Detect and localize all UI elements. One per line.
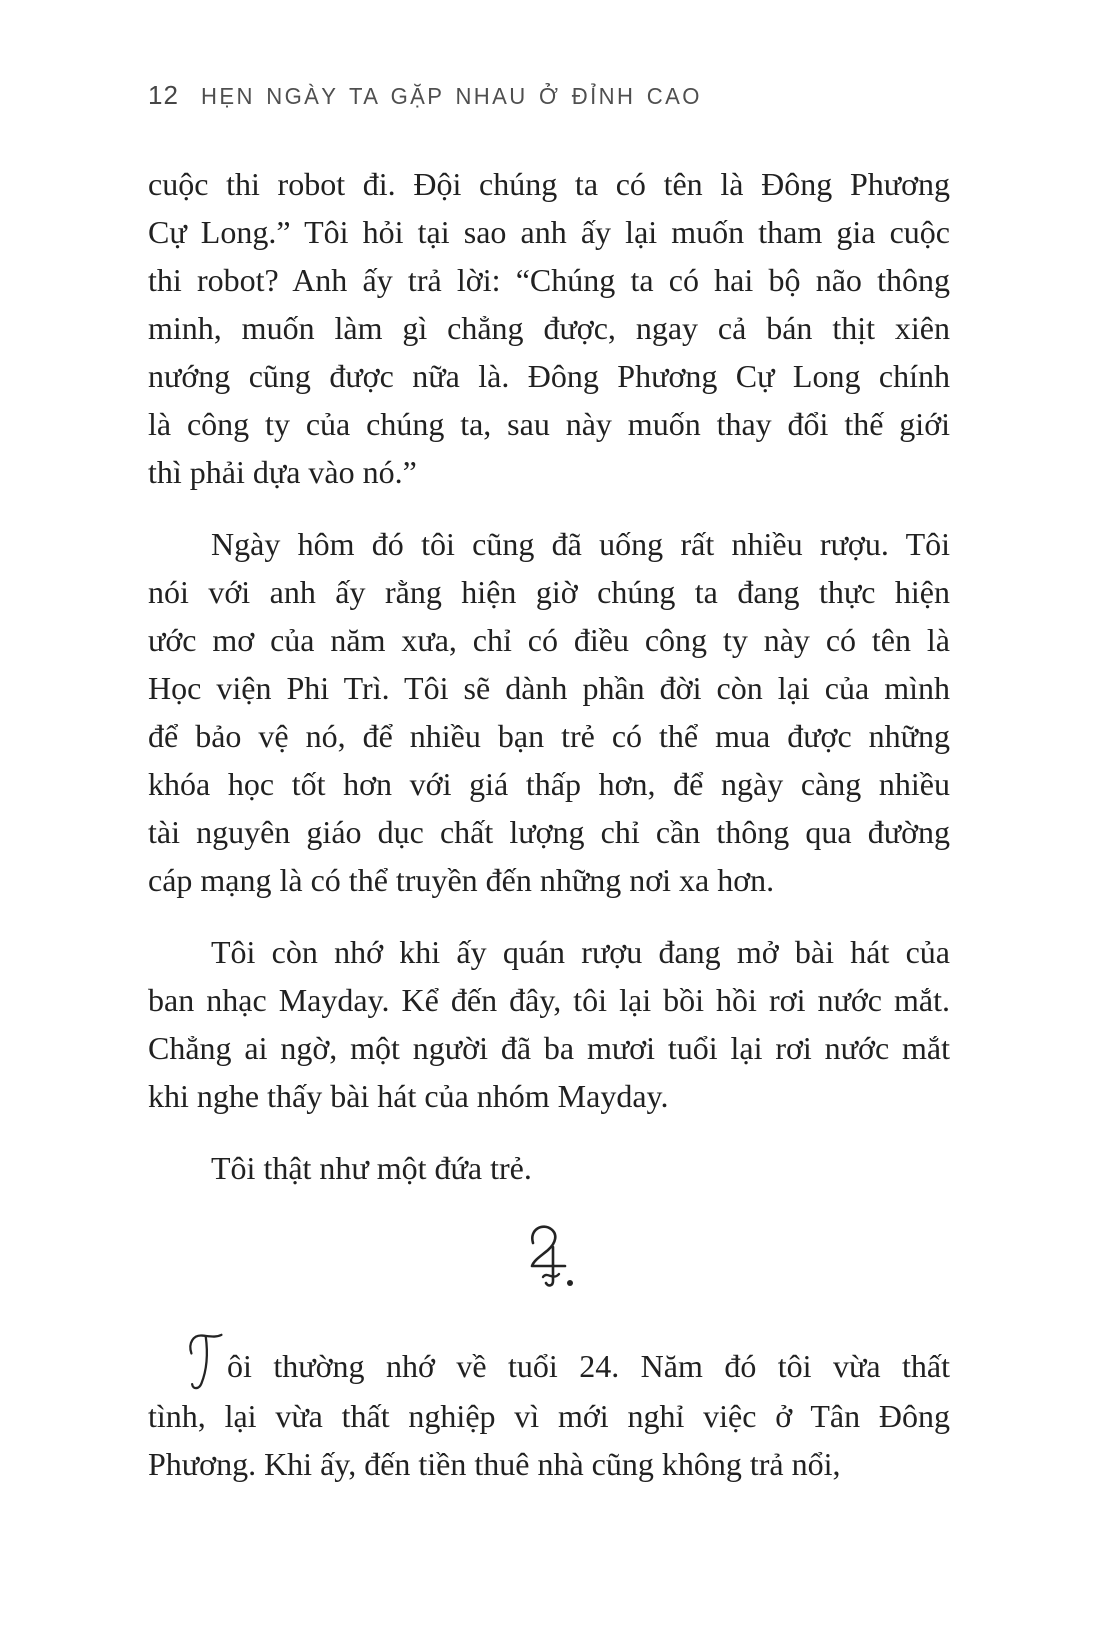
paragraph: [148, 928, 950, 1120]
text-line: để bảo vệ nó, để nhiều bạn trẻ có thể mua được những: [148, 718, 950, 754]
page-number: 12: [148, 80, 179, 110]
paragraph: [148, 520, 950, 904]
text-line: thi robot? Anh ấy trả lời: “Chúng ta có hai bộ não thông: [148, 262, 950, 298]
text-line: thì phải dựa vào nó.”: [148, 454, 417, 490]
paragraph: [148, 160, 950, 496]
text-line: ước mơ của năm xưa, chỉ có điều công ty này có tên là: [148, 622, 950, 658]
text-line: Chẳng ai ngờ, một người đã ba mươi tuổi lại rơi nước mắt: [148, 1030, 950, 1066]
drop-cap-T-icon: [186, 1332, 224, 1392]
text-line: ban nhạc Mayday. Kể đến đây, tôi lại bồi hồi rơi nước mắt.: [148, 982, 950, 1018]
section-divider: [148, 1224, 950, 1288]
running-header: [148, 80, 723, 111]
text-line: Cự Long.” Tôi hỏi tại sao anh ấy lại muốn tham gia cuộc: [148, 214, 950, 250]
text-line: tài nguyên giáo dục chất lượng chỉ cần thông qua đường: [148, 814, 950, 850]
text-line: [148, 1332, 950, 1392]
script-numeral-4-icon: [517, 1221, 581, 1291]
paragraph: [148, 1144, 950, 1192]
text-line: nướng cũng được nữa là. Đông Phương Cự Long chính: [148, 358, 950, 394]
text-line: nói với anh ấy rằng hiện giờ chúng ta đang thực hiện: [148, 574, 950, 610]
text-line: cáp mạng là có thể truyền đến những nơi xa hơn.: [148, 862, 775, 898]
drop-cap-line-text: ôi thường nhớ về tuổi 24. Năm đó tôi vừa thất: [227, 1348, 950, 1384]
text-line: Phương. Khi ấy, đến tiền thuê nhà cũng không trả nổi,: [148, 1446, 841, 1482]
text-line: là công ty của chúng ta, sau này muốn thay đổi thế giới: [148, 406, 950, 442]
drop-cap-paragraph: [148, 1332, 950, 1488]
text-line: Tôi thật như một đứa trẻ.: [211, 1150, 532, 1186]
text-line: khóa học tốt hơn với giá thấp hơn, để ngày càng nhiều: [148, 766, 950, 802]
text-line: minh, muốn làm gì chẳng được, ngay cả bán thịt xiên: [148, 310, 950, 346]
text-line: khi nghe thấy bài hát của nhóm Mayday.: [148, 1078, 669, 1114]
text-line: tình, lại vừa thất nghiệp vì mới nghỉ việc ở Tân Đông: [148, 1398, 950, 1434]
text-line: cuộc thi robot đi. Đội chúng ta có tên là Đông Phương: [148, 166, 950, 202]
text-line: Tôi còn nhớ khi ấy quán rượu đang mở bài hát của: [211, 934, 950, 970]
text-line: Học viện Phi Trì. Tôi sẽ dành phần đời còn lại của mình: [148, 670, 950, 706]
running-title: HẸN NGÀY TA GẶP NHAU Ở ĐỈNH CAO: [200, 83, 702, 109]
text-column: [148, 160, 950, 1512]
text-line: Ngày hôm đó tôi cũng đã uống rất nhiều rượu. Tôi: [211, 526, 950, 562]
